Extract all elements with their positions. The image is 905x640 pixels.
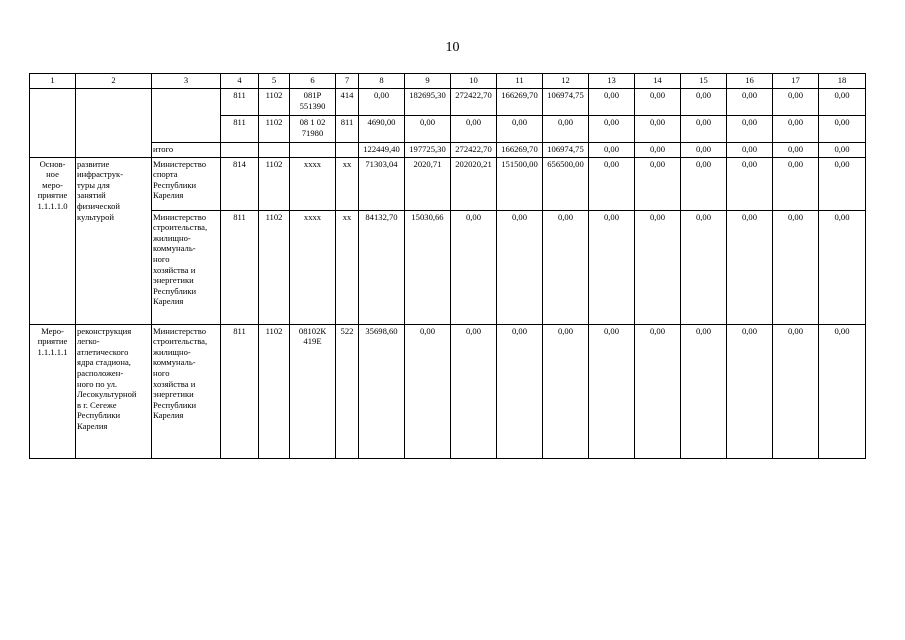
table-cell: 35698,60 — [359, 324, 405, 458]
table-cell: 197725,30 — [405, 143, 451, 158]
table-cell: 2020,71 — [405, 157, 451, 210]
table-cell: 0,00 — [405, 324, 451, 458]
table-cell: 0,00 — [773, 210, 819, 324]
table-cell: 1102 — [259, 324, 290, 458]
column-header: 7 — [336, 74, 359, 89]
table-cell: 0,00 — [635, 210, 681, 324]
table-cell — [259, 143, 290, 158]
table-cell: 0,00 — [405, 116, 451, 143]
table-cell: 811 — [221, 116, 259, 143]
table-cell: 0,00 — [635, 143, 681, 158]
column-header: 18 — [819, 74, 866, 89]
table-cell: 811 — [221, 89, 259, 116]
measure-cell: Основ- ное меро- приятие 1.1.1.1.0 — [30, 157, 76, 324]
table-cell: 08102К 419Е — [290, 324, 336, 458]
table-cell: xxxx — [290, 210, 336, 324]
table-cell: 71303,04 — [359, 157, 405, 210]
header-row — [30, 74, 866, 89]
table-row — [30, 157, 866, 210]
table-cell: 0,00 — [773, 143, 819, 158]
page-number: 10 — [445, 40, 460, 55]
table-cell: 0,00 — [727, 210, 773, 324]
table-cell: 522 — [336, 324, 359, 458]
table-cell — [336, 143, 359, 158]
total-label: итого — [152, 143, 221, 158]
column-header: 12 — [543, 74, 589, 89]
table-cell: 0,00 — [451, 116, 497, 143]
executor-cell: Министерство строительства, жилищно- коммуналь- ного хозяйства и энергетики Республики Карелия — [152, 324, 221, 458]
table-cell: 0,00 — [589, 157, 635, 210]
table-cell: 151500,00 — [497, 157, 543, 210]
column-header: 5 — [259, 74, 290, 89]
table-cell: 0,00 — [451, 210, 497, 324]
column-header: 13 — [589, 74, 635, 89]
table-cell: xx — [336, 157, 359, 210]
table-cell: 811 — [221, 324, 259, 458]
table-cell: 0,00 — [681, 157, 727, 210]
table-cell: 656500,00 — [543, 157, 589, 210]
column-header: 14 — [635, 74, 681, 89]
budget-table — [29, 73, 866, 459]
column-header: 9 — [405, 74, 451, 89]
table-cell: 0,00 — [589, 143, 635, 158]
table-cell: 811 — [336, 116, 359, 143]
table-cell: 0,00 — [819, 324, 866, 458]
table-cell: 272422,70 — [451, 143, 497, 158]
measure-cell — [30, 89, 76, 158]
column-header: 2 — [76, 74, 152, 89]
column-header: 3 — [152, 74, 221, 89]
table-cell: 106974,75 — [543, 89, 589, 116]
table-cell: 0,00 — [543, 210, 589, 324]
table-cell: 182695,30 — [405, 89, 451, 116]
table-cell: 0,00 — [681, 210, 727, 324]
table-cell: 814 — [221, 157, 259, 210]
table-cell: 0,00 — [681, 116, 727, 143]
table-cell: 0,00 — [727, 89, 773, 116]
measure-cell: Меро- приятие 1.1.1.1.1 — [30, 324, 76, 458]
table-cell: 0,00 — [819, 210, 866, 324]
table-cell: xx — [336, 210, 359, 324]
table-cell: 0,00 — [497, 116, 543, 143]
table-cell: 166269,70 — [497, 143, 543, 158]
table-cell: 0,00 — [773, 116, 819, 143]
table-cell: 1102 — [259, 89, 290, 116]
table-cell: 0,00 — [727, 116, 773, 143]
table-row — [30, 324, 866, 458]
table-cell: 272422,70 — [451, 89, 497, 116]
table-cell: 0,00 — [635, 89, 681, 116]
table-cell: 0,00 — [819, 157, 866, 210]
table-cell: 0,00 — [543, 116, 589, 143]
table-cell: 1102 — [259, 157, 290, 210]
table-cell: 0,00 — [589, 116, 635, 143]
table-cell — [221, 143, 259, 158]
table-cell: 0,00 — [819, 143, 866, 158]
table-cell: 0,00 — [635, 157, 681, 210]
table-cell: 811 — [221, 210, 259, 324]
table-cell: 08 1 02 71980 — [290, 116, 336, 143]
table-cell: 0,00 — [681, 324, 727, 458]
executor-cell — [152, 89, 221, 143]
table-row — [30, 210, 866, 324]
table-cell — [290, 143, 336, 158]
table-cell: 0,00 — [819, 116, 866, 143]
table-cell: 0,00 — [589, 89, 635, 116]
table-cell: 0,00 — [359, 89, 405, 116]
table-cell: 0,00 — [681, 89, 727, 116]
table-cell: 106974,75 — [543, 143, 589, 158]
table-cell: 0,00 — [589, 324, 635, 458]
table-cell: 1102 — [259, 210, 290, 324]
description-cell — [76, 89, 152, 158]
table-cell: 414 — [336, 89, 359, 116]
column-header: 15 — [681, 74, 727, 89]
table-cell: 0,00 — [497, 324, 543, 458]
table-cell: 122449,40 — [359, 143, 405, 158]
table-cell: 4690,00 — [359, 116, 405, 143]
table-cell: 0,00 — [635, 116, 681, 143]
table-cell: 1102 — [259, 116, 290, 143]
column-header: 11 — [497, 74, 543, 89]
table-cell: 0,00 — [451, 324, 497, 458]
table-cell: 0,00 — [819, 89, 866, 116]
table-cell: 0,00 — [727, 143, 773, 158]
table-cell: 0,00 — [589, 210, 635, 324]
table-cell: 0,00 — [773, 89, 819, 116]
column-header: 17 — [773, 74, 819, 89]
table-cell: 0,00 — [727, 324, 773, 458]
table-cell: 84132,70 — [359, 210, 405, 324]
executor-cell: Министерство строительства, жилищно- коммуналь- ного хозяйства и энергетики Республики Карелия — [152, 210, 221, 324]
table-cell: 202020,21 — [451, 157, 497, 210]
table-cell: xxxx — [290, 157, 336, 210]
column-header: 4 — [221, 74, 259, 89]
column-header: 6 — [290, 74, 336, 89]
column-header: 8 — [359, 74, 405, 89]
column-header: 10 — [451, 74, 497, 89]
table-row — [30, 89, 866, 116]
column-header: 16 — [727, 74, 773, 89]
table-cell: 081P 551390 — [290, 89, 336, 116]
table-cell: 166269,70 — [497, 89, 543, 116]
description-cell: развитие инфраструк- туры для занятий физической культурой — [76, 157, 152, 324]
total-row — [30, 143, 866, 158]
executor-cell: Министерство спорта Республики Карелия — [152, 157, 221, 210]
column-header: 1 — [30, 74, 76, 89]
table-cell: 15030,66 — [405, 210, 451, 324]
table-cell: 0,00 — [773, 324, 819, 458]
description-cell: реконструкция легко- атлетического ядра стадиона, расположен- ного по ул. Лесокультурной в г. Сегеже Республики Карелия — [76, 324, 152, 458]
table-cell: 0,00 — [497, 210, 543, 324]
table-cell: 0,00 — [773, 157, 819, 210]
table-cell: 0,00 — [727, 157, 773, 210]
table-cell: 0,00 — [681, 143, 727, 158]
table-cell: 0,00 — [543, 324, 589, 458]
table-cell: 0,00 — [635, 324, 681, 458]
